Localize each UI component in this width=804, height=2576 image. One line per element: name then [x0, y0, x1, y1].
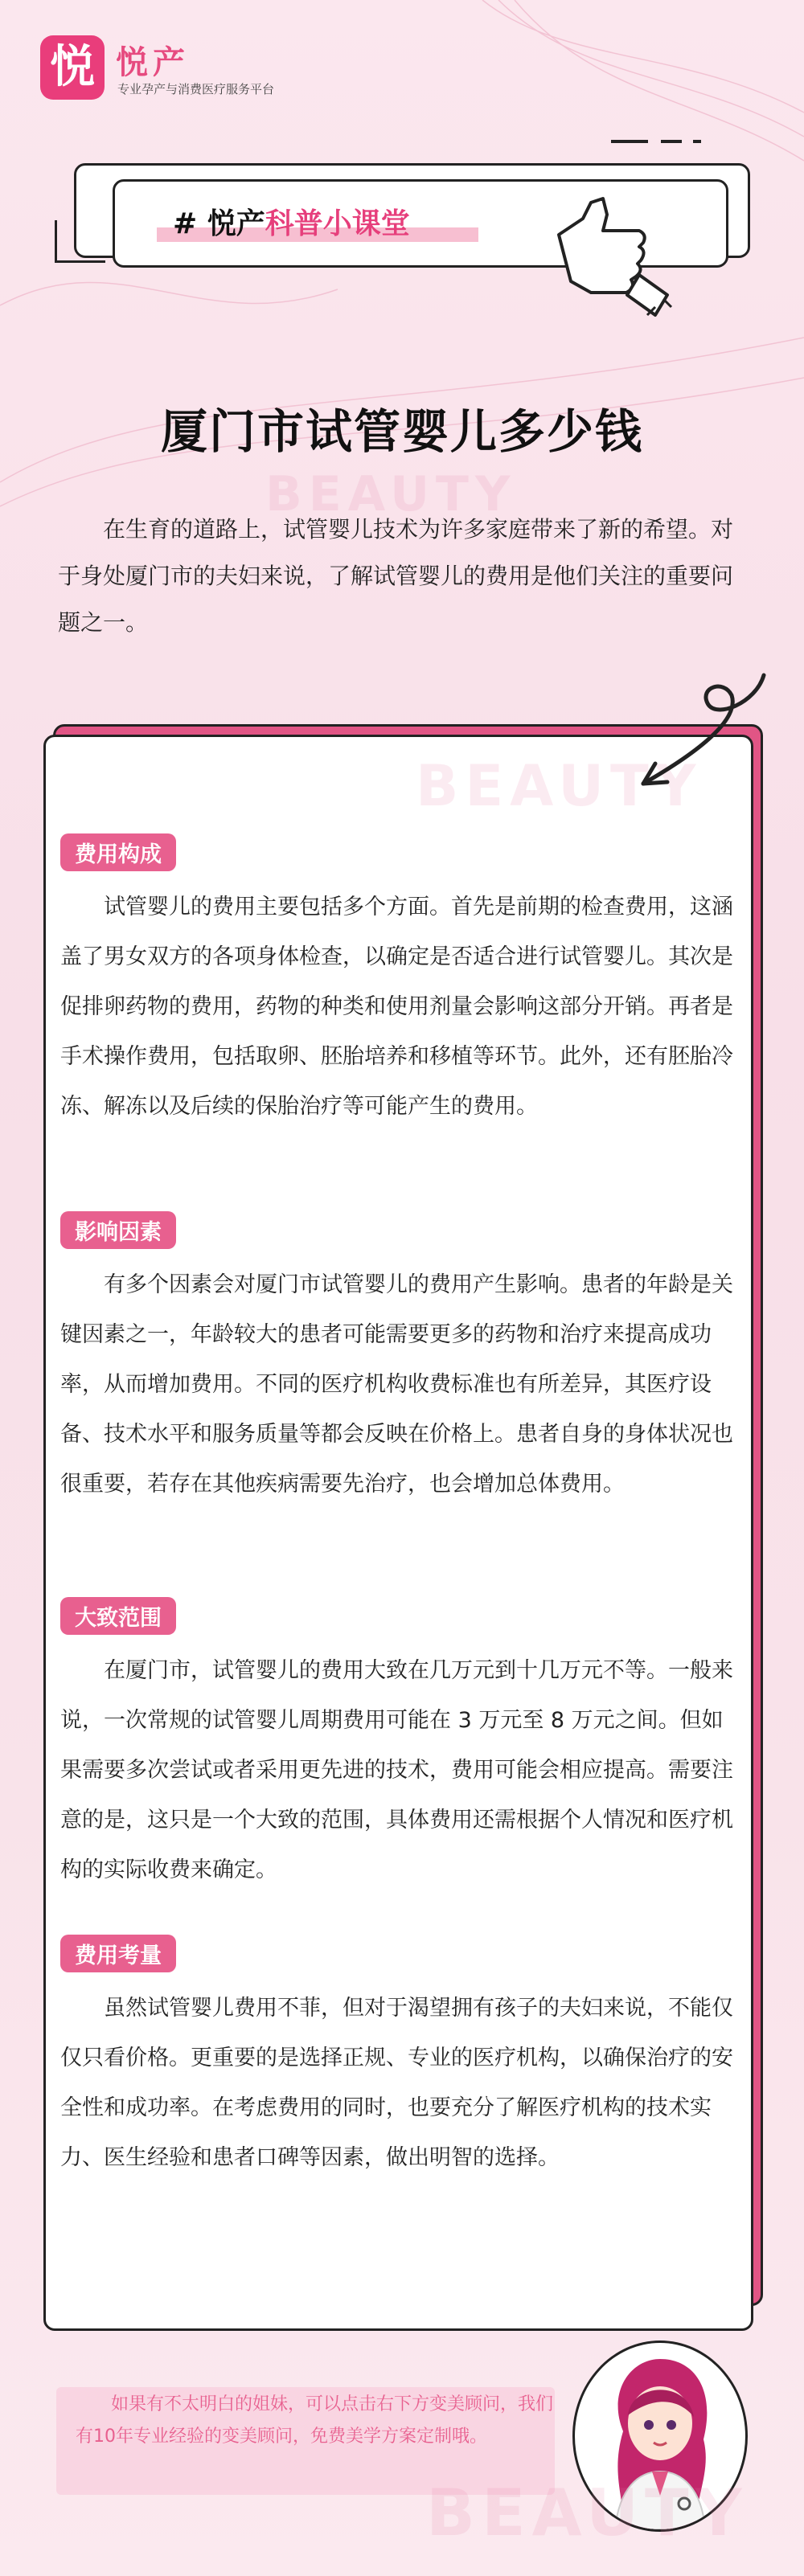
watermark-text: BEAUTY [265, 466, 517, 522]
section-cost-considerations [60, 1935, 736, 2183]
section-tag: 费用构成 [60, 833, 176, 871]
section-body: 有多个因素会对厦门市试管婴儿的费用产生影响。患者的年龄是关键因素之一，年龄较大的患者可能需要更多的药物和治疗来提高成功率，从而增加费用。不同的医疗机构收费标准也有所差异，其医疗设备、技术水平和服务质量等都会反映在价格上。患者自身的身体状况也很重要，若存在其他疾病需要先治疗，也会增加总体费用。 [60, 1272, 733, 1497]
swirl-arrow-icon [619, 671, 780, 792]
decorative-dashes [611, 140, 724, 146]
page-title: 厦门市试管婴儿多少钱 [160, 404, 643, 459]
section-influencing-factors [60, 1211, 736, 1509]
section-tag: 影响因素 [60, 1211, 176, 1249]
thumbs-up-icon [527, 186, 687, 323]
content-card [43, 735, 753, 2331]
section-cost-composition [60, 833, 736, 1132]
banner-hash: # [173, 207, 198, 240]
brand-logo: 悦 [40, 35, 105, 100]
card-watermark: BEAUTY [416, 753, 703, 819]
banner-brand: 悦产 [197, 207, 265, 240]
footer-note: 如果有不太明白的姐妹，可以点击右下方变美顾问，我们有10年专业经验的变美顾问，免费美学方案定制哦。 [76, 2394, 554, 2447]
banner-title [173, 201, 410, 242]
section-body: 在厦门市，试管婴儿的费用大致在几万元到十几万元不等。一般来说，一次常规的试管婴儿周期费用可能在 3 万元至 8 万元之间。但如果需要多次尝试或者采用更先进的技术，费用可能会相应提高。需要注意的是，这只是一个大致的范围，具体费用还需根据个人情况和医疗机构的实际收费来确定。 [60, 1658, 733, 1882]
intro-paragraph: 在生育的道路上，试管婴儿技术为许多家庭带来了新的希望。对于身处厦门市的夫妇来说，了解试管婴儿的费用是他们关注的重要问题之一。 [58, 516, 734, 636]
brand-tagline: 专业孕产与消费医疗服务平台 [117, 82, 275, 96]
section-tag: 大致范围 [60, 1597, 176, 1635]
section-tag: 费用考量 [60, 1935, 176, 1972]
section-body: 试管婴儿的费用主要包括多个方面。首先是前期的检查费用，这涵盖了男女双方的各项身体检查，以确定是否适合进行试管婴儿。其次是促排卵药物的费用，药物的种类和使用剂量会影响这部分开销。再者是手术操作费用，包括取卵、胚胎培养和移植等环节。此外，还有胚胎冷冻、解冻以及后续的保胎治疗等可能产生的费用。 [60, 895, 733, 1119]
banner-topic: 科普小课堂 [265, 207, 410, 240]
brand-name: 悦产 [116, 44, 190, 81]
section-price-range [60, 1597, 736, 1895]
footer-watermark: BEAUTY [426, 2476, 749, 2550]
section-body: 虽然试管婴儿费用不菲，但对于渴望拥有孩子的夫妇来说，不能仅仅只看价格。更重要的是选择正规、专业的医疗机构，以确保治疗的安全性和成功率。在考虑费用的同时，也要充分了解医疗机构的技术实力、医生经验和患者口碑等因素，做出明智的选择。 [60, 1996, 733, 2170]
